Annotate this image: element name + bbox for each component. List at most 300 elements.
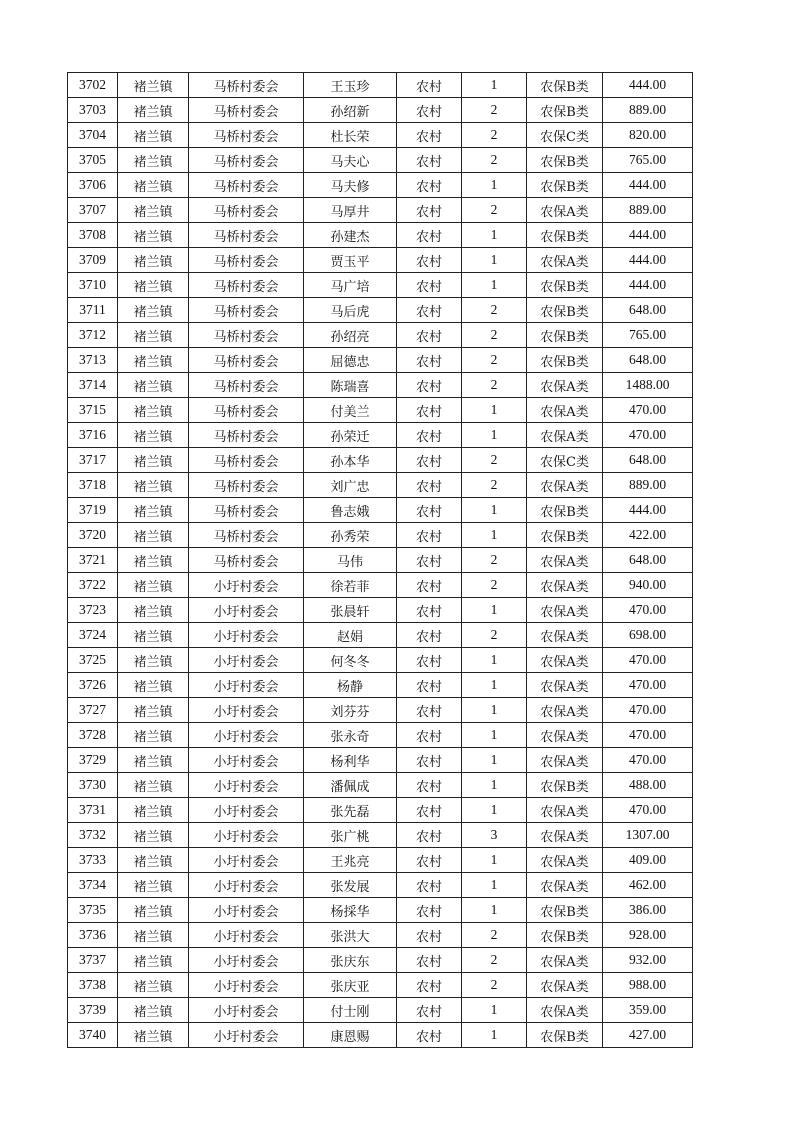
cell-area-type: 农村 <box>397 848 462 873</box>
cell-insurance-category: 农保A类 <box>527 198 603 223</box>
cell-amount: 444.00 <box>603 498 693 523</box>
cell-town: 褚兰镇 <box>118 148 189 173</box>
cell-household-size: 1 <box>462 273 527 298</box>
cell-serial-number: 3736 <box>68 923 118 948</box>
table-row <box>68 223 693 248</box>
cell-area-type: 农村 <box>397 348 462 373</box>
cell-village-committee: 小圩村委会 <box>189 623 304 648</box>
cell-amount: 470.00 <box>603 648 693 673</box>
cell-household-size: 2 <box>462 348 527 373</box>
cell-insurance-category: 农保A类 <box>527 873 603 898</box>
cell-area-type: 农村 <box>397 523 462 548</box>
cell-town: 褚兰镇 <box>118 998 189 1023</box>
cell-town: 褚兰镇 <box>118 848 189 873</box>
cell-name: 屈德忠 <box>304 348 397 373</box>
table-row <box>68 73 693 98</box>
cell-household-size: 2 <box>462 923 527 948</box>
cell-area-type: 农村 <box>397 248 462 273</box>
cell-insurance-category: 农保A类 <box>527 598 603 623</box>
cell-serial-number: 3714 <box>68 373 118 398</box>
cell-amount: 470.00 <box>603 698 693 723</box>
cell-town: 褚兰镇 <box>118 123 189 148</box>
cell-amount: 648.00 <box>603 348 693 373</box>
cell-village-committee: 小圩村委会 <box>189 898 304 923</box>
table-body <box>68 73 693 1048</box>
cell-town: 褚兰镇 <box>118 323 189 348</box>
table-row <box>68 648 693 673</box>
cell-village-committee: 小圩村委会 <box>189 1023 304 1048</box>
cell-amount: 470.00 <box>603 398 693 423</box>
cell-area-type: 农村 <box>397 1023 462 1048</box>
cell-name: 徐若菲 <box>304 573 397 598</box>
cell-insurance-category: 农保B类 <box>527 923 603 948</box>
cell-serial-number: 3728 <box>68 723 118 748</box>
cell-serial-number: 3712 <box>68 323 118 348</box>
cell-village-committee: 小圩村委会 <box>189 823 304 848</box>
table-row <box>68 823 693 848</box>
cell-serial-number: 3707 <box>68 198 118 223</box>
cell-serial-number: 3726 <box>68 673 118 698</box>
table-row <box>68 1023 693 1048</box>
table-row <box>68 773 693 798</box>
cell-village-committee: 马桥村委会 <box>189 73 304 98</box>
cell-household-size: 1 <box>462 598 527 623</box>
cell-insurance-category: 农保B类 <box>527 148 603 173</box>
cell-area-type: 农村 <box>397 123 462 148</box>
cell-name: 孙秀荣 <box>304 523 397 548</box>
cell-name: 杜长荣 <box>304 123 397 148</box>
cell-area-type: 农村 <box>397 148 462 173</box>
cell-insurance-category: 农保A类 <box>527 848 603 873</box>
cell-area-type: 农村 <box>397 498 462 523</box>
cell-area-type: 农村 <box>397 723 462 748</box>
cell-insurance-category: 农保B类 <box>527 323 603 348</box>
table-row <box>68 423 693 448</box>
cell-town: 褚兰镇 <box>118 648 189 673</box>
cell-serial-number: 3739 <box>68 998 118 1023</box>
cell-insurance-category: 农保A类 <box>527 798 603 823</box>
cell-area-type: 农村 <box>397 73 462 98</box>
cell-area-type: 农村 <box>397 823 462 848</box>
cell-name: 贾玉平 <box>304 248 397 273</box>
cell-serial-number: 3709 <box>68 248 118 273</box>
cell-area-type: 农村 <box>397 173 462 198</box>
cell-household-size: 2 <box>462 198 527 223</box>
cell-household-size: 1 <box>462 648 527 673</box>
cell-amount: 940.00 <box>603 573 693 598</box>
cell-area-type: 农村 <box>397 548 462 573</box>
cell-insurance-category: 农保B类 <box>527 98 603 123</box>
cell-village-committee: 小圩村委会 <box>189 698 304 723</box>
cell-serial-number: 3718 <box>68 473 118 498</box>
cell-area-type: 农村 <box>397 598 462 623</box>
cell-town: 褚兰镇 <box>118 673 189 698</box>
cell-household-size: 1 <box>462 898 527 923</box>
cell-household-size: 2 <box>462 148 527 173</box>
cell-serial-number: 3740 <box>68 1023 118 1048</box>
cell-area-type: 农村 <box>397 373 462 398</box>
cell-name: 孙绍亮 <box>304 323 397 348</box>
table-row <box>68 698 693 723</box>
cell-amount: 470.00 <box>603 723 693 748</box>
cell-area-type: 农村 <box>397 623 462 648</box>
cell-area-type: 农村 <box>397 298 462 323</box>
cell-household-size: 3 <box>462 823 527 848</box>
cell-serial-number: 3729 <box>68 748 118 773</box>
cell-serial-number: 3703 <box>68 98 118 123</box>
cell-household-size: 2 <box>462 948 527 973</box>
cell-serial-number: 3721 <box>68 548 118 573</box>
cell-village-committee: 马桥村委会 <box>189 523 304 548</box>
cell-village-committee: 马桥村委会 <box>189 448 304 473</box>
cell-insurance-category: 农保B类 <box>527 73 603 98</box>
cell-village-committee: 马桥村委会 <box>189 123 304 148</box>
cell-insurance-category: 农保A类 <box>527 723 603 748</box>
table-row <box>68 748 693 773</box>
cell-amount: 889.00 <box>603 473 693 498</box>
cell-amount: 932.00 <box>603 948 693 973</box>
cell-village-committee: 马桥村委会 <box>189 248 304 273</box>
cell-insurance-category: 农保A类 <box>527 998 603 1023</box>
cell-amount: 427.00 <box>603 1023 693 1048</box>
cell-household-size: 1 <box>462 873 527 898</box>
cell-household-size: 1 <box>462 1023 527 1048</box>
cell-village-committee: 小圩村委会 <box>189 573 304 598</box>
cell-town: 褚兰镇 <box>118 598 189 623</box>
cell-town: 褚兰镇 <box>118 498 189 523</box>
table-row <box>68 548 693 573</box>
cell-name: 马厚井 <box>304 198 397 223</box>
cell-town: 褚兰镇 <box>118 298 189 323</box>
cell-town: 褚兰镇 <box>118 98 189 123</box>
cell-town: 褚兰镇 <box>118 723 189 748</box>
cell-amount: 928.00 <box>603 923 693 948</box>
cell-area-type: 农村 <box>397 948 462 973</box>
cell-serial-number: 3705 <box>68 148 118 173</box>
cell-amount: 444.00 <box>603 173 693 198</box>
cell-village-committee: 马桥村委会 <box>189 98 304 123</box>
cell-amount: 470.00 <box>603 423 693 448</box>
cell-household-size: 1 <box>462 848 527 873</box>
cell-name: 孙荣迁 <box>304 423 397 448</box>
cell-amount: 462.00 <box>603 873 693 898</box>
table-row <box>68 298 693 323</box>
cell-town: 褚兰镇 <box>118 198 189 223</box>
cell-insurance-category: 农保A类 <box>527 373 603 398</box>
table-row <box>68 848 693 873</box>
cell-amount: 820.00 <box>603 123 693 148</box>
cell-household-size: 2 <box>462 448 527 473</box>
cell-village-committee: 马桥村委会 <box>189 548 304 573</box>
cell-serial-number: 3708 <box>68 223 118 248</box>
cell-household-size: 1 <box>462 523 527 548</box>
cell-insurance-category: 农保A类 <box>527 573 603 598</box>
cell-area-type: 农村 <box>397 473 462 498</box>
cell-household-size: 1 <box>462 423 527 448</box>
cell-village-committee: 小圩村委会 <box>189 673 304 698</box>
cell-name: 杨採华 <box>304 898 397 923</box>
cell-name: 付美兰 <box>304 398 397 423</box>
cell-name: 康恩赐 <box>304 1023 397 1048</box>
cell-serial-number: 3706 <box>68 173 118 198</box>
cell-area-type: 农村 <box>397 873 462 898</box>
table-row <box>68 973 693 998</box>
cell-household-size: 2 <box>462 123 527 148</box>
cell-village-committee: 小圩村委会 <box>189 923 304 948</box>
cell-amount: 1488.00 <box>603 373 693 398</box>
cell-serial-number: 3711 <box>68 298 118 323</box>
cell-area-type: 农村 <box>397 973 462 998</box>
table-row <box>68 323 693 348</box>
cell-household-size: 2 <box>462 323 527 348</box>
cell-village-committee: 马桥村委会 <box>189 173 304 198</box>
cell-town: 褚兰镇 <box>118 248 189 273</box>
cell-insurance-category: 农保B类 <box>527 223 603 248</box>
cell-serial-number: 3710 <box>68 273 118 298</box>
cell-insurance-category: 农保A类 <box>527 748 603 773</box>
cell-village-committee: 小圩村委会 <box>189 873 304 898</box>
cell-amount: 765.00 <box>603 323 693 348</box>
cell-serial-number: 3724 <box>68 623 118 648</box>
table-row <box>68 948 693 973</box>
table-row <box>68 798 693 823</box>
cell-village-committee: 小圩村委会 <box>189 998 304 1023</box>
cell-town: 褚兰镇 <box>118 948 189 973</box>
cell-serial-number: 3715 <box>68 398 118 423</box>
cell-insurance-category: 农保B类 <box>527 773 603 798</box>
cell-name: 王玉珍 <box>304 73 397 98</box>
cell-household-size: 1 <box>462 673 527 698</box>
cell-area-type: 农村 <box>397 223 462 248</box>
cell-name: 张庆东 <box>304 948 397 973</box>
table-row <box>68 923 693 948</box>
cell-name: 潘佩成 <box>304 773 397 798</box>
cell-village-committee: 马桥村委会 <box>189 273 304 298</box>
cell-household-size: 1 <box>462 498 527 523</box>
cell-village-committee: 小圩村委会 <box>189 773 304 798</box>
cell-town: 褚兰镇 <box>118 348 189 373</box>
cell-village-committee: 马桥村委会 <box>189 298 304 323</box>
cell-area-type: 农村 <box>397 573 462 598</box>
cell-household-size: 1 <box>462 773 527 798</box>
cell-household-size: 2 <box>462 548 527 573</box>
cell-insurance-category: 农保B类 <box>527 273 603 298</box>
cell-insurance-category: 农保B类 <box>527 523 603 548</box>
cell-town: 褚兰镇 <box>118 73 189 98</box>
cell-serial-number: 3702 <box>68 73 118 98</box>
cell-area-type: 农村 <box>397 773 462 798</box>
cell-name: 马后虎 <box>304 298 397 323</box>
cell-village-committee: 马桥村委会 <box>189 473 304 498</box>
cell-household-size: 2 <box>462 973 527 998</box>
cell-name: 马夫修 <box>304 173 397 198</box>
cell-household-size: 2 <box>462 98 527 123</box>
cell-serial-number: 3730 <box>68 773 118 798</box>
cell-name: 孙建杰 <box>304 223 397 248</box>
cell-insurance-category: 农保B类 <box>527 298 603 323</box>
cell-area-type: 农村 <box>397 273 462 298</box>
cell-household-size: 2 <box>462 373 527 398</box>
cell-amount: 988.00 <box>603 973 693 998</box>
cell-area-type: 农村 <box>397 898 462 923</box>
cell-name: 付士刚 <box>304 998 397 1023</box>
cell-town: 褚兰镇 <box>118 623 189 648</box>
cell-serial-number: 3720 <box>68 523 118 548</box>
table-row <box>68 898 693 923</box>
table-row <box>68 573 693 598</box>
cell-serial-number: 3733 <box>68 848 118 873</box>
cell-insurance-category: 农保A类 <box>527 423 603 448</box>
table-row <box>68 873 693 898</box>
cell-amount: 648.00 <box>603 298 693 323</box>
table-row <box>68 523 693 548</box>
cell-name: 王兆亮 <box>304 848 397 873</box>
cell-town: 褚兰镇 <box>118 373 189 398</box>
cell-insurance-category: 农保A类 <box>527 248 603 273</box>
cell-name: 张广桃 <box>304 823 397 848</box>
cell-insurance-category: 农保A类 <box>527 973 603 998</box>
cell-name: 张先磊 <box>304 798 397 823</box>
cell-serial-number: 3719 <box>68 498 118 523</box>
cell-town: 褚兰镇 <box>118 748 189 773</box>
cell-amount: 698.00 <box>603 623 693 648</box>
cell-area-type: 农村 <box>397 998 462 1023</box>
cell-town: 褚兰镇 <box>118 273 189 298</box>
cell-town: 褚兰镇 <box>118 223 189 248</box>
cell-town: 褚兰镇 <box>118 548 189 573</box>
cell-amount: 386.00 <box>603 898 693 923</box>
cell-village-committee: 马桥村委会 <box>189 223 304 248</box>
cell-insurance-category: 农保B类 <box>527 173 603 198</box>
table-row <box>68 673 693 698</box>
table-row <box>68 273 693 298</box>
cell-town: 褚兰镇 <box>118 773 189 798</box>
table-row <box>68 398 693 423</box>
cell-town: 褚兰镇 <box>118 798 189 823</box>
cell-insurance-category: 农保A类 <box>527 398 603 423</box>
cell-name: 张发展 <box>304 873 397 898</box>
cell-serial-number: 3731 <box>68 798 118 823</box>
table-row <box>68 348 693 373</box>
table-row <box>68 598 693 623</box>
cell-insurance-category: 农保A类 <box>527 823 603 848</box>
cell-town: 褚兰镇 <box>118 473 189 498</box>
cell-area-type: 农村 <box>397 673 462 698</box>
cell-serial-number: 3738 <box>68 973 118 998</box>
cell-amount: 422.00 <box>603 523 693 548</box>
cell-name: 杨利华 <box>304 748 397 773</box>
cell-serial-number: 3713 <box>68 348 118 373</box>
cell-amount: 889.00 <box>603 198 693 223</box>
cell-serial-number: 3717 <box>68 448 118 473</box>
cell-area-type: 农村 <box>397 323 462 348</box>
cell-name: 张洪大 <box>304 923 397 948</box>
cell-town: 褚兰镇 <box>118 898 189 923</box>
cell-village-committee: 马桥村委会 <box>189 398 304 423</box>
cell-name: 马夫心 <box>304 148 397 173</box>
cell-village-committee: 马桥村委会 <box>189 148 304 173</box>
cell-household-size: 1 <box>462 173 527 198</box>
cell-name: 马广培 <box>304 273 397 298</box>
cell-household-size: 2 <box>462 473 527 498</box>
cell-name: 张永奇 <box>304 723 397 748</box>
cell-serial-number: 3727 <box>68 698 118 723</box>
table-row <box>68 998 693 1023</box>
cell-insurance-category: 农保A类 <box>527 548 603 573</box>
cell-serial-number: 3732 <box>68 823 118 848</box>
cell-household-size: 1 <box>462 223 527 248</box>
cell-area-type: 农村 <box>397 398 462 423</box>
cell-amount: 409.00 <box>603 848 693 873</box>
table-row <box>68 623 693 648</box>
table-row <box>68 248 693 273</box>
cell-town: 褚兰镇 <box>118 573 189 598</box>
cell-name: 张庆亚 <box>304 973 397 998</box>
cell-village-committee: 小圩村委会 <box>189 598 304 623</box>
cell-name: 鲁志娥 <box>304 498 397 523</box>
cell-household-size: 1 <box>462 698 527 723</box>
cell-name: 孙本华 <box>304 448 397 473</box>
table-row <box>68 498 693 523</box>
cell-insurance-category: 农保A类 <box>527 648 603 673</box>
cell-household-size: 2 <box>462 298 527 323</box>
cell-name: 刘芬芬 <box>304 698 397 723</box>
cell-town: 褚兰镇 <box>118 698 189 723</box>
cell-amount: 444.00 <box>603 223 693 248</box>
cell-area-type: 农村 <box>397 798 462 823</box>
cell-village-committee: 马桥村委会 <box>189 348 304 373</box>
cell-household-size: 1 <box>462 723 527 748</box>
cell-town: 褚兰镇 <box>118 173 189 198</box>
cell-town: 褚兰镇 <box>118 448 189 473</box>
cell-serial-number: 3734 <box>68 873 118 898</box>
cell-village-committee: 马桥村委会 <box>189 423 304 448</box>
table-row <box>68 173 693 198</box>
cell-name: 陈瑞喜 <box>304 373 397 398</box>
cell-village-committee: 小圩村委会 <box>189 848 304 873</box>
table-row <box>68 373 693 398</box>
cell-insurance-category: 农保A类 <box>527 948 603 973</box>
table-row <box>68 148 693 173</box>
cell-insurance-category: 农保C类 <box>527 448 603 473</box>
cell-area-type: 农村 <box>397 748 462 773</box>
cell-town: 褚兰镇 <box>118 823 189 848</box>
cell-insurance-category: 农保A类 <box>527 698 603 723</box>
cell-serial-number: 3722 <box>68 573 118 598</box>
cell-household-size: 2 <box>462 623 527 648</box>
cell-amount: 889.00 <box>603 98 693 123</box>
cell-town: 褚兰镇 <box>118 1023 189 1048</box>
cell-village-committee: 小圩村委会 <box>189 723 304 748</box>
cell-insurance-category: 农保A类 <box>527 623 603 648</box>
cell-serial-number: 3716 <box>68 423 118 448</box>
cell-insurance-category: 农保A类 <box>527 473 603 498</box>
cell-village-committee: 小圩村委会 <box>189 973 304 998</box>
table-row <box>68 448 693 473</box>
cell-insurance-category: 农保B类 <box>527 1023 603 1048</box>
cell-amount: 470.00 <box>603 673 693 698</box>
cell-amount: 1307.00 <box>603 823 693 848</box>
cell-name: 马伟 <box>304 548 397 573</box>
cell-area-type: 农村 <box>397 923 462 948</box>
cell-town: 褚兰镇 <box>118 873 189 898</box>
cell-name: 刘广忠 <box>304 473 397 498</box>
table-row <box>68 123 693 148</box>
cell-serial-number: 3704 <box>68 123 118 148</box>
cell-name: 何冬冬 <box>304 648 397 673</box>
cell-village-committee: 马桥村委会 <box>189 498 304 523</box>
cell-town: 褚兰镇 <box>118 423 189 448</box>
